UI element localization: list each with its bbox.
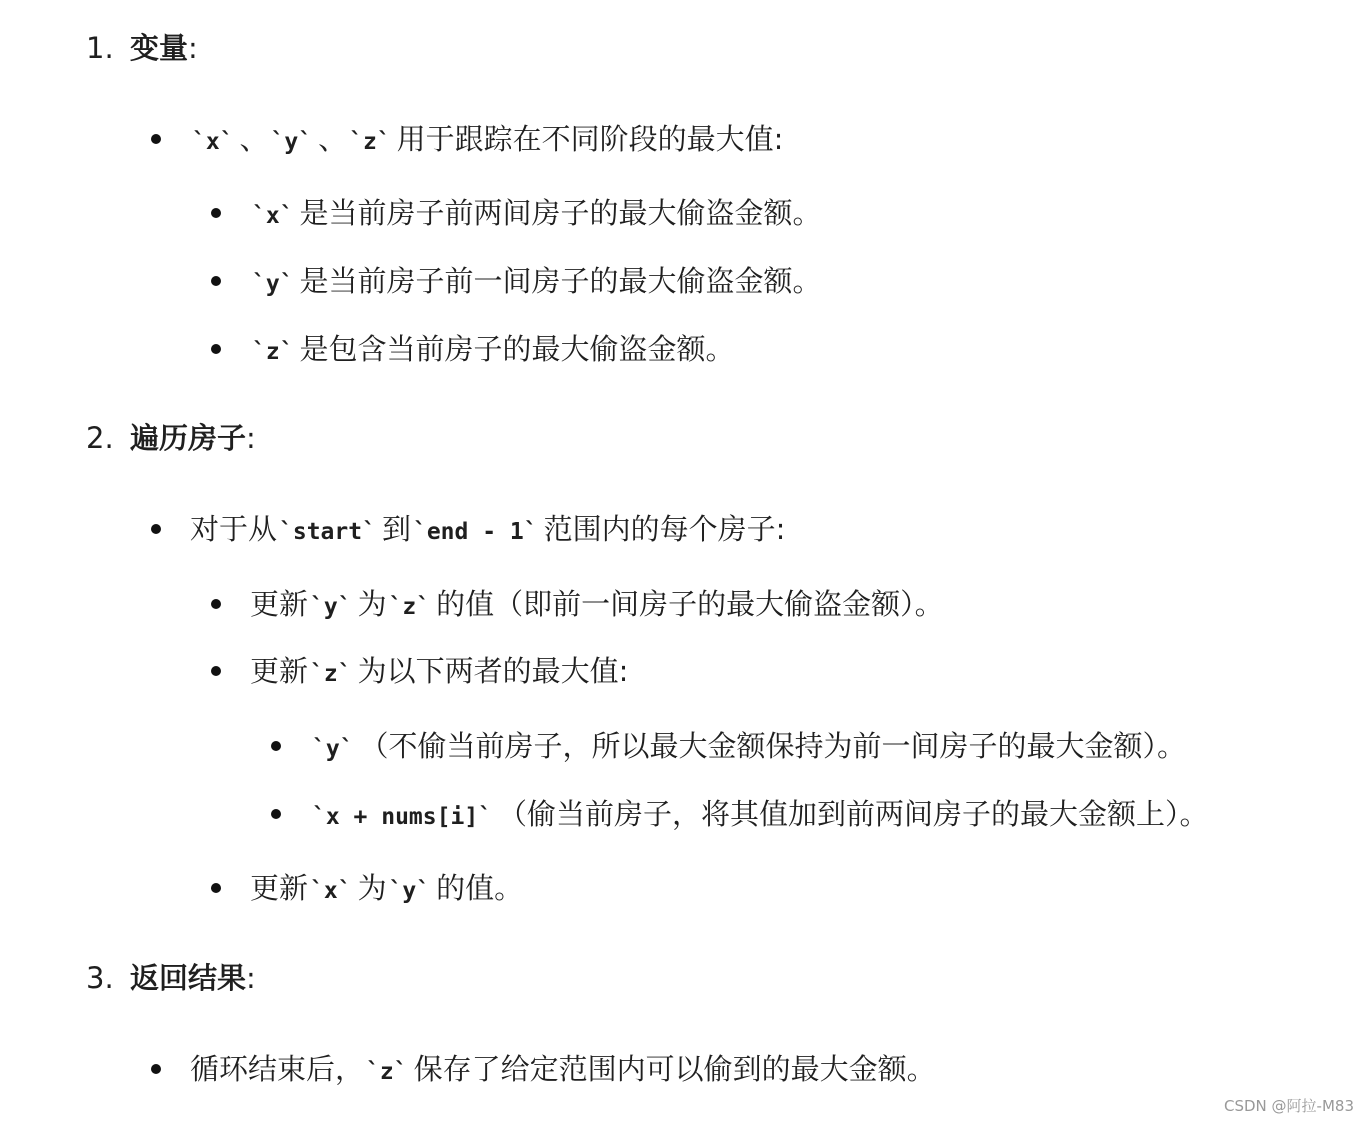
item-text: （偷当前房子，将其值加到前两间房子的最大金额上）。 [498,797,1209,831]
bullet-icon [211,344,221,354]
item-mid: 到 [381,512,411,546]
list-item [310,726,1186,769]
list-item [190,119,783,162]
item-text: 是当前房子前一间房子的最大偷盗金额。 [299,264,822,298]
watermark: CSDN @阿拉-M83 [1224,1097,1354,1115]
item-prefix: 更新 [250,871,309,905]
list-item [250,868,523,911]
bullet-icon [151,1064,161,1074]
item-mid: 为 [357,871,387,905]
inline-code: `end - 1` [412,519,538,545]
inline-code: `y` [270,129,313,155]
section-title: 变量 [130,31,189,65]
list-item [250,261,822,304]
list-item [190,509,785,552]
bullet-icon [211,883,221,893]
list-item [310,794,1209,837]
separator: 、 [239,122,269,156]
list-item [250,193,822,236]
colon: : [246,421,256,455]
item-text: 是包含当前房子的最大偷盗金额。 [299,332,735,366]
item-prefix: 循环结束后， [190,1052,365,1086]
inline-code: `y` [252,271,294,297]
section-3-heading [86,958,256,998]
colon: : [246,961,256,995]
list-item [190,1049,936,1092]
item-prefix: 更新 [250,654,309,688]
item-prefix: 对于从 [190,512,278,546]
list-number: 3. [86,961,114,995]
inline-code: `x` [252,203,294,229]
item-text: 范围内的每个房子: [543,512,786,546]
list-number: 2. [86,421,114,455]
item-text: 是当前房子前两间房子的最大偷盗金额。 [299,196,822,230]
colon: : [188,31,198,65]
section-title: 返回结果 [130,961,247,995]
inline-code: `z` [310,661,352,687]
inline-code: `x` [192,129,234,155]
inline-code: `z` [388,594,431,620]
bullet-icon [211,666,221,676]
item-text: 用于跟踪在不同阶段的最大值: [396,122,784,156]
separator: 、 [318,122,348,156]
list-item [250,651,628,694]
inline-code: `x + nums[i]` [312,804,493,830]
section-2-heading [86,418,256,458]
inline-code: `y` [388,878,431,904]
inline-code: `start` [279,519,376,545]
inline-code: `z` [252,339,294,365]
item-text: 保存了给定范围内可以偷到的最大金额。 [413,1052,936,1086]
item-text: （不偷当前房子，所以最大金额保持为前一间房子的最大金额）。 [359,729,1187,763]
section-title: 遍历房子 [130,421,247,455]
item-text: 为以下两者的最大值: [357,654,629,688]
inline-code: `z` [366,1059,408,1085]
inline-code: `y` [310,594,352,620]
item-mid: 为 [357,587,387,621]
item-prefix: 更新 [250,587,309,621]
bullet-icon [211,208,221,218]
section-1-heading [86,28,198,68]
inline-code: `x` [310,878,352,904]
inline-code: `z` [349,129,391,155]
bullet-icon [151,524,161,534]
list-item [250,584,944,627]
bullet-icon [271,809,281,819]
inline-code: `y` [312,736,354,762]
list-item [250,329,735,372]
bullet-icon [211,599,221,609]
bullet-icon [211,276,221,286]
item-text: 的值。 [436,871,524,905]
bullet-icon [271,741,281,751]
list-number: 1. [86,31,114,65]
bullet-icon [151,134,161,144]
item-text: 的值（即前一间房子的最大偷盗金额）。 [436,587,944,621]
